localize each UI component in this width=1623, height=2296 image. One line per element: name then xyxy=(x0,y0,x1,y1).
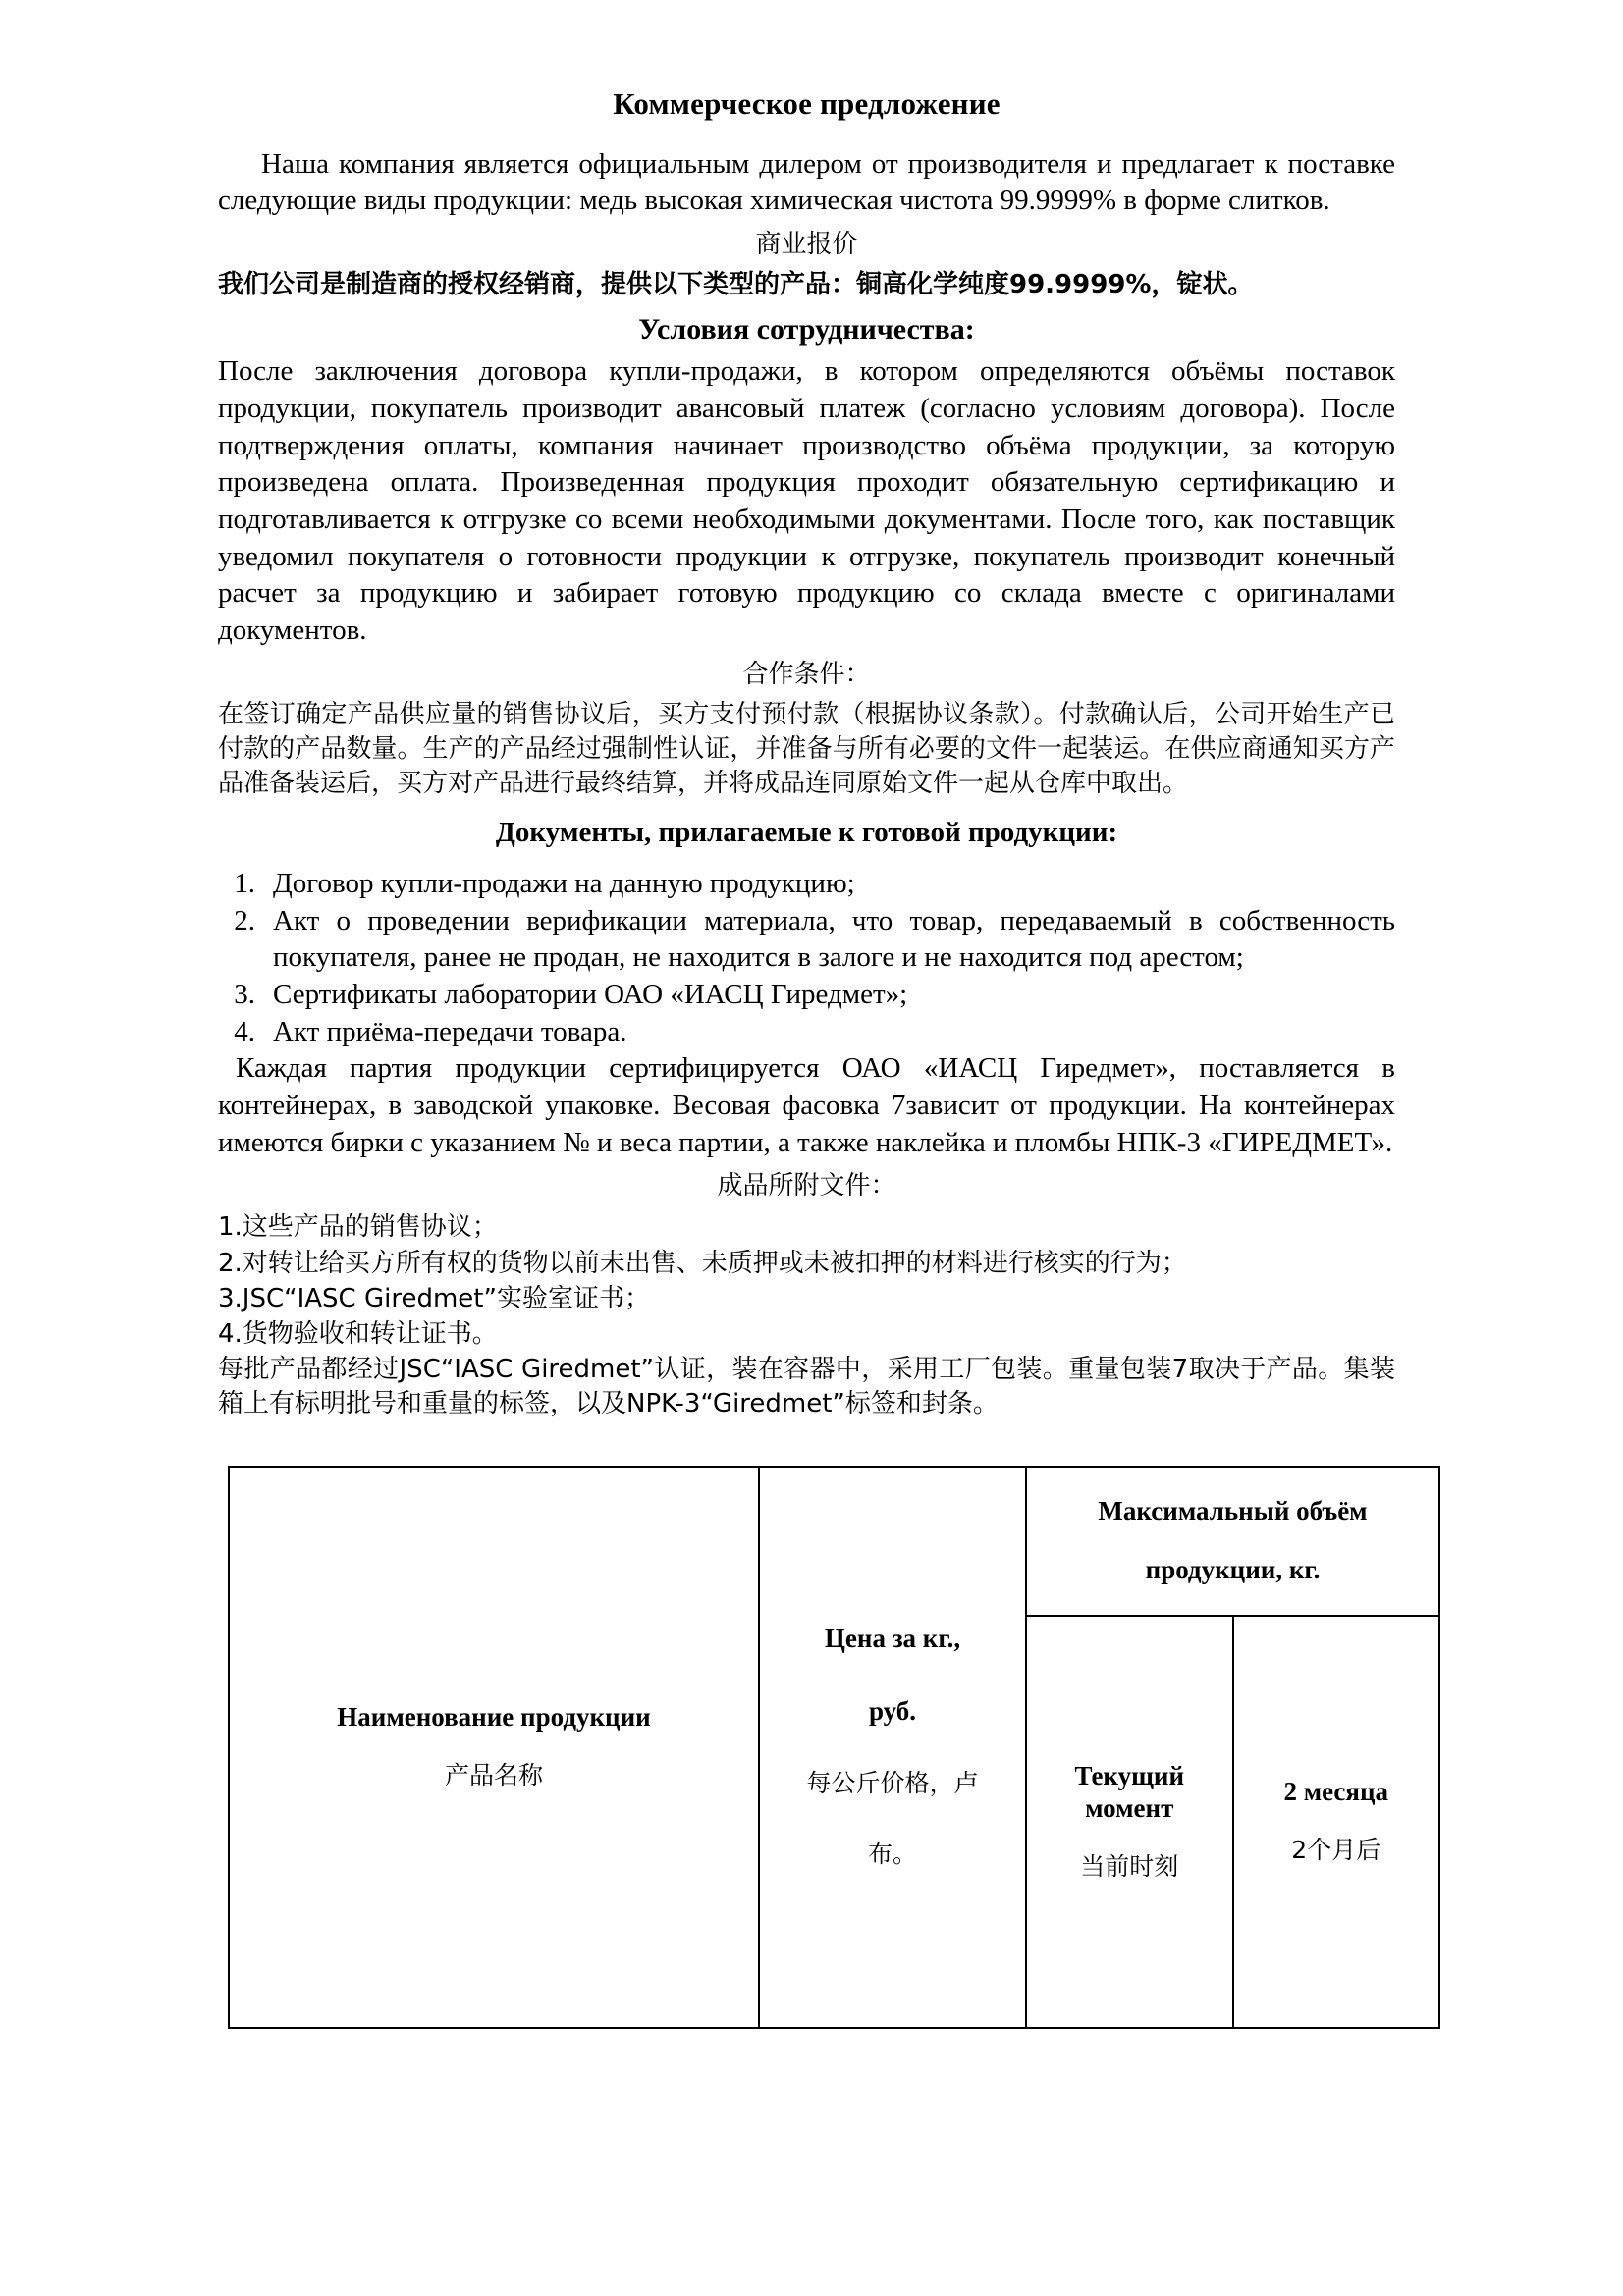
table-header-current-moment-cn: 当前时刻 xyxy=(1080,1852,1179,1882)
table-header-price-ru-line2: руб. xyxy=(868,1696,917,1727)
list-item xyxy=(218,866,1395,903)
table-header-price-ru-line1: Цена за кг., xyxy=(824,1624,961,1654)
documents-list-cn-item-2: 2.对转让给买方所有权的货物以前未出售、未质押或未被扣押的材料进行核实的行为； xyxy=(218,1248,1187,1278)
table-header-max-volume xyxy=(1026,1467,1439,1616)
documents-list-cn-item-4: 4.货物验收和转让证书。 xyxy=(218,1319,498,1350)
table-header-product-name xyxy=(229,1467,759,2028)
list-item-label: Акт о проведении верификации материала, что товар, передаваемый в собственность покупателя, ранее не продан, не находится в залоге и не находится под арестом; xyxy=(273,904,1395,974)
table-header-two-months-ru: 2 месяца xyxy=(1283,1777,1389,1807)
documents-heading-cn: 成品所附文件： xyxy=(717,1171,896,1201)
terms-paragraph-ru: После заключения договора купли-продажи, в котором определяются объёмы поставок продукции, покупатель производит авансовый платеж (согласно условиям договора). После подтверждения оплаты, компания начинает производство объёма продукции, за которую произведена оплата. Произведенная продукция проходит обязательную сертификацию и подготавливается к отгрузке со всеми необходимыми документами. После того, как поставщик уведомил покупателя о готовности продукции к отгрузке, покупатель производит конечный расчет за продукцию и забирает готовую продукцию со склада вместе с оригиналами документов. xyxy=(218,355,1395,647)
terms-paragraph-cn: 在签订确定产品供应量的销售协议后，买方支付预付款（根据协议条款）。付款确认后，公司开始生产已付款的产品数量。生产的产品经过强制性认证，并准备与所有必要的文件一起装运。在供应商通知买方产品准备装运后，买方对产品进行最终结算，并将成品连同原始文件一起从仓库中取出。 xyxy=(218,699,1395,799)
documents-list-cn-item-3: 3.JSC“IASC Giredmet”实验室证书； xyxy=(218,1284,650,1314)
list-item xyxy=(218,1014,1395,1051)
table-header-price-cn-line1: 每公斤价格，卢 xyxy=(806,1768,979,1797)
table-header-two-months-cn: 2个月后 xyxy=(1291,1836,1381,1865)
list-item-number: 2. xyxy=(234,904,255,936)
list-item-number: 4. xyxy=(234,1015,255,1047)
terms-heading-cn: 合作条件： xyxy=(742,659,871,689)
list-item-number: 1. xyxy=(234,867,255,899)
documents-heading-ru: Документы, прилагаемые к готовой продукции: xyxy=(495,816,1118,848)
table-header-current-moment-ru-line1: Текущий xyxy=(1074,1760,1185,1790)
table-header-max-volume-line2: продукции, кг. xyxy=(1145,1554,1321,1584)
list-item-number: 3. xyxy=(234,979,255,1011)
table-header-current-moment xyxy=(1026,1616,1233,2028)
table-header-product-name-cn: 产品名称 xyxy=(444,1761,543,1790)
table-header-price-cn-line2: 布。 xyxy=(867,1840,917,1869)
table-header-current-moment-ru-line2: момент xyxy=(1085,1793,1174,1824)
price-table xyxy=(228,1466,1440,2029)
list-item-label: Акт приёма-передачи товара. xyxy=(273,1015,627,1047)
list-item xyxy=(218,903,1395,977)
list-item-label: Сертификаты лаборатории ОАО «ИАСЦ Гиредмет»; xyxy=(273,979,908,1011)
table-header-product-name-ru: Наименование продукции xyxy=(337,1702,651,1733)
list-item-label: Договор купли-продажи на данную продукцию; xyxy=(273,867,855,899)
intro-paragraph-ru: Наша компания является официальным дилером от производителя и предлагает к поставке следующие виды продукции: медь высокая химическая чистота 99.9999% в форме слитков. xyxy=(218,147,1395,217)
batch-paragraph-cn: 每批产品都经过JSC“IASC Giredmet”认证，装在容器中，采用工厂包装。重量包装7取决于产品。集装箱上有标明批号和重量的标签，以及NPK-3“Giredmet”标签和封条。 xyxy=(218,1354,1395,1419)
page-title: Коммерческое предложение xyxy=(613,86,1001,121)
intro-paragraph-cn: 我们公司是制造商的授权经销商，提供以下类型的产品：铜高化学纯度99.9999%，锭状。 xyxy=(218,269,1254,299)
table-header-two-months xyxy=(1233,1616,1440,2028)
documents-list-cn-item-1: 1.这些产品的销售协议； xyxy=(218,1212,498,1243)
documents-list-ru xyxy=(218,866,1395,1050)
table-header-max-volume-line1: Максимальный объём xyxy=(1098,1495,1368,1525)
batch-paragraph-ru: Каждая партия продукции сертифицируется ОАО «ИАСЦ Гиредмет», поставляется в контейнерах, в заводской упаковке. Весовая фасовка 7зависит от продукции. На контейнерах имеются бирки с указанием № и веса партии, а также наклейка и пломбы НПК-3 «ГИРЕДМЕТ». xyxy=(218,1052,1395,1158)
terms-heading-ru: Условия сотрудничества: xyxy=(638,312,975,346)
list-item xyxy=(218,977,1395,1014)
price-table-wrapper xyxy=(218,1466,1395,2029)
intro-heading-cn: 商业报价 xyxy=(755,229,858,259)
table-header-price xyxy=(759,1467,1026,2028)
table-row xyxy=(229,1467,1439,1616)
